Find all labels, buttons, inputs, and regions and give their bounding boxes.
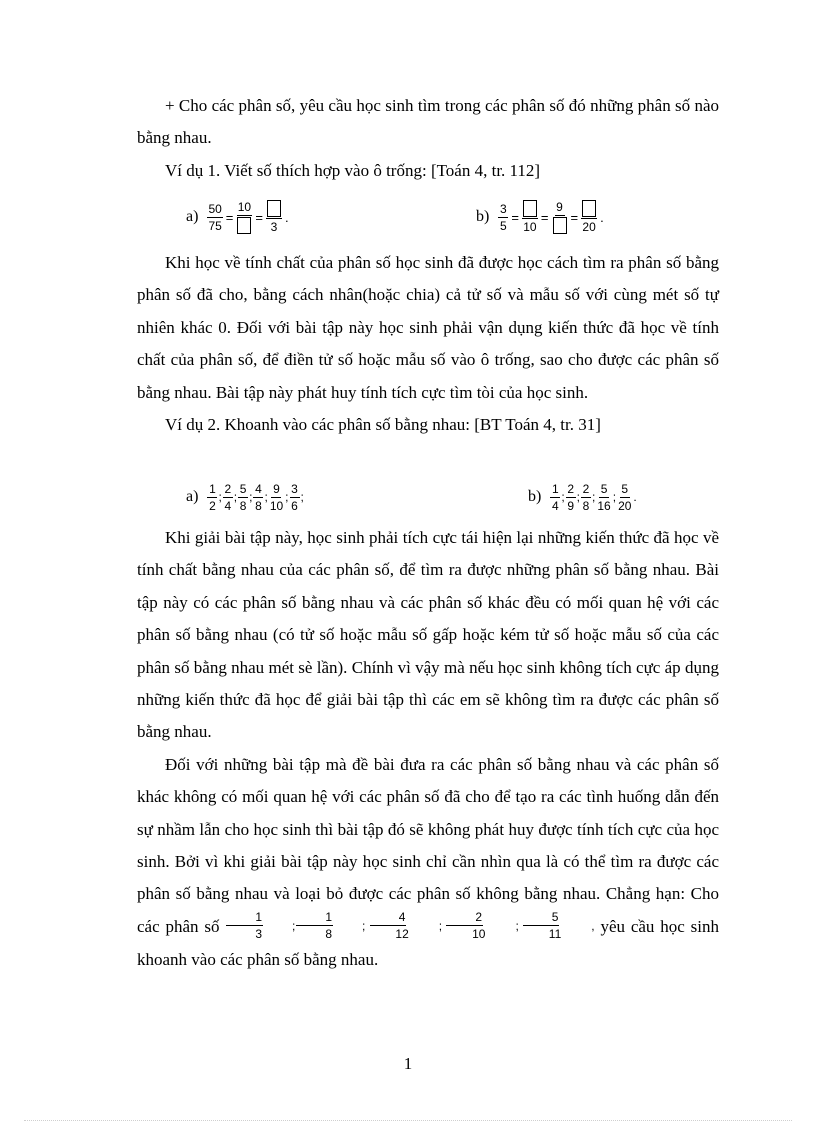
fraction: $\frac{1}{2}$ — [209, 481, 216, 513]
fraction: $\frac{4}{12}$ — [366, 910, 409, 941]
fraction: $\frac{1}{8}$ — [296, 910, 333, 941]
fraction: $\frac{1}{3}$ — [226, 910, 263, 941]
fraction: $\frac{50}{75}$ — [208, 201, 222, 233]
fraction: 10 — [522, 200, 538, 234]
fraction: $\frac{5}{20}$ — [618, 481, 632, 513]
example-1a-label: a) — [186, 208, 199, 225]
fraction: 9 — [552, 200, 568, 234]
paragraph-intro: + Cho các phân số, yêu cầu học sinh tìm trong các phân số đó những phân số nào bằng nhau. — [137, 96, 719, 148]
example-1-heading: Ví dụ 1. Viết số thích hợp vào ô trống: [Toán 4, tr. 112] — [165, 160, 541, 180]
fraction: $\frac{4}{8}$ — [255, 481, 262, 513]
separator: ; — [264, 490, 268, 504]
text-block-3 — [137, 522, 719, 977]
separator: ; — [233, 490, 238, 504]
separator: ; — [218, 490, 222, 504]
example-2b — [528, 475, 637, 519]
example-2a — [186, 475, 304, 519]
page-number: 1 — [403, 1054, 413, 1073]
text-block-2 — [137, 247, 719, 441]
fraction-list — [225, 910, 594, 942]
blank-box — [553, 217, 567, 234]
paragraph-solving: Khi giải bài tập này, học sinh phải tích cực tái hiện lại những kiến thức đã học về tính chất bằng nhau của các phân số, để tìm ra được những phân số bằng nhau. Bài tập này có các phân số bằng nhau và các phân số khác đều có mối quan hệ với các phân số bằng nhau (có tử số hoặc mẫu số gấp hoặc kém tử số hoặc mẫu số của các phân số bằng nhau mét sè lần). Chính vì vậy mà nếu học sinh không tích cực áp dụng những kiến thức đã học để giải bài tập thì các em sẽ không tìm ra được các phân số bằng nhau. — [137, 528, 719, 742]
fraction: $\frac{5}{16}$ — [597, 481, 611, 513]
example-1b-label: b) — [476, 208, 490, 225]
separator: ; — [300, 490, 304, 504]
example-1b: b) $\frac{3}{5}$ = 10 = 9 = 20 . — [476, 200, 604, 234]
separator: . — [633, 490, 637, 504]
separator: ; — [438, 918, 443, 933]
paragraph-property: Khi học về tính chất của phân số học sinh đã được học cách tìm ra phân số bằng phân số đã cho, bằng cách nhân(hoặc chia) cả tử số và mẫu số với cùng mét số tự nhiên khác 0. Đối với bài tập này học sinh phải vận dụng kiến thức đã học về tính chất của phân số, để điền tử số hoặc mẫu số vào ô trống, sao cho được các phân số bằng nhau. Bài tập này phát huy tính tích cực tìm tòi của học sinh. — [137, 253, 719, 402]
fraction-list — [549, 482, 636, 513]
text-block-1 — [137, 90, 719, 187]
example-2a-label: a) — [186, 488, 199, 505]
separator: ; — [561, 490, 565, 504]
blank-box — [523, 200, 537, 217]
example-2-heading: Ví dụ 2. Khoanh vào các phân số bằng nhau: [BT Toán 4, tr. 31] — [165, 415, 601, 435]
fraction: $\frac{2}{8}$ — [582, 481, 590, 513]
fraction: $\frac{5}{11}$ — [520, 910, 562, 941]
fraction: $\frac{2}{4}$ — [224, 481, 232, 513]
fraction: $\frac{1}{4}$ — [551, 481, 559, 513]
separator: ; — [612, 490, 617, 504]
example-2b-label: b) — [528, 488, 542, 505]
separator: ; — [285, 490, 289, 504]
blank-box — [237, 217, 251, 234]
separator: ; — [576, 490, 581, 504]
separator: ; — [249, 490, 253, 504]
fraction: $\frac{3}{5}$ — [499, 201, 507, 233]
fraction: 3 — [266, 200, 282, 234]
example-1a: a) $\frac{50}{75}$ = 10 = 3 . — [186, 200, 289, 234]
fraction: $\frac{5}{8}$ — [239, 481, 247, 513]
paragraph-remark: Đối với những bài tập mà đề bài đưa ra các phân số bằng nhau và các phân số khác không có mối quan hệ với các phân số đã cho để tạo ra các tình huống dẫn đến sự nhầm lẫn cho học sinh thì bài tập đó sẽ không phát huy được tính tích cực của học sinh. Bởi vì khi giải bài tập này học sinh chỉ cần nhìn qua là có thể tìm ra được các phân số bằng nhau và loại bỏ được các phân số không bằng nhau. Chẳng hạn: Cho các phân số $\frac{1}{3}$ ; $\frac{1}{8}$ ; $\frac{4}{12}$ ; $\frac{2}{10}$ ; $\frac{5}{11}$ , yêu cầu học sinh khoanh vào các phân số bằng nhau. — [137, 754, 719, 970]
separator: ; — [362, 918, 366, 933]
blank-box — [267, 200, 281, 217]
fraction-list — [206, 482, 303, 513]
fraction: 10 — [236, 200, 252, 234]
fraction: $\frac{3}{6}$ — [291, 481, 298, 513]
separator: ; — [592, 490, 596, 504]
separator: ; — [515, 918, 519, 933]
separator: , — [591, 918, 595, 933]
separator: ; — [292, 918, 296, 933]
fraction: $\frac{2}{10}$ — [443, 910, 486, 941]
fraction: $\frac{2}{9}$ — [567, 481, 575, 513]
fraction: 20 — [581, 200, 597, 234]
blank-box — [582, 200, 596, 217]
fraction: $\frac{9}{10}$ — [269, 481, 284, 513]
page-border — [24, 1120, 792, 1121]
